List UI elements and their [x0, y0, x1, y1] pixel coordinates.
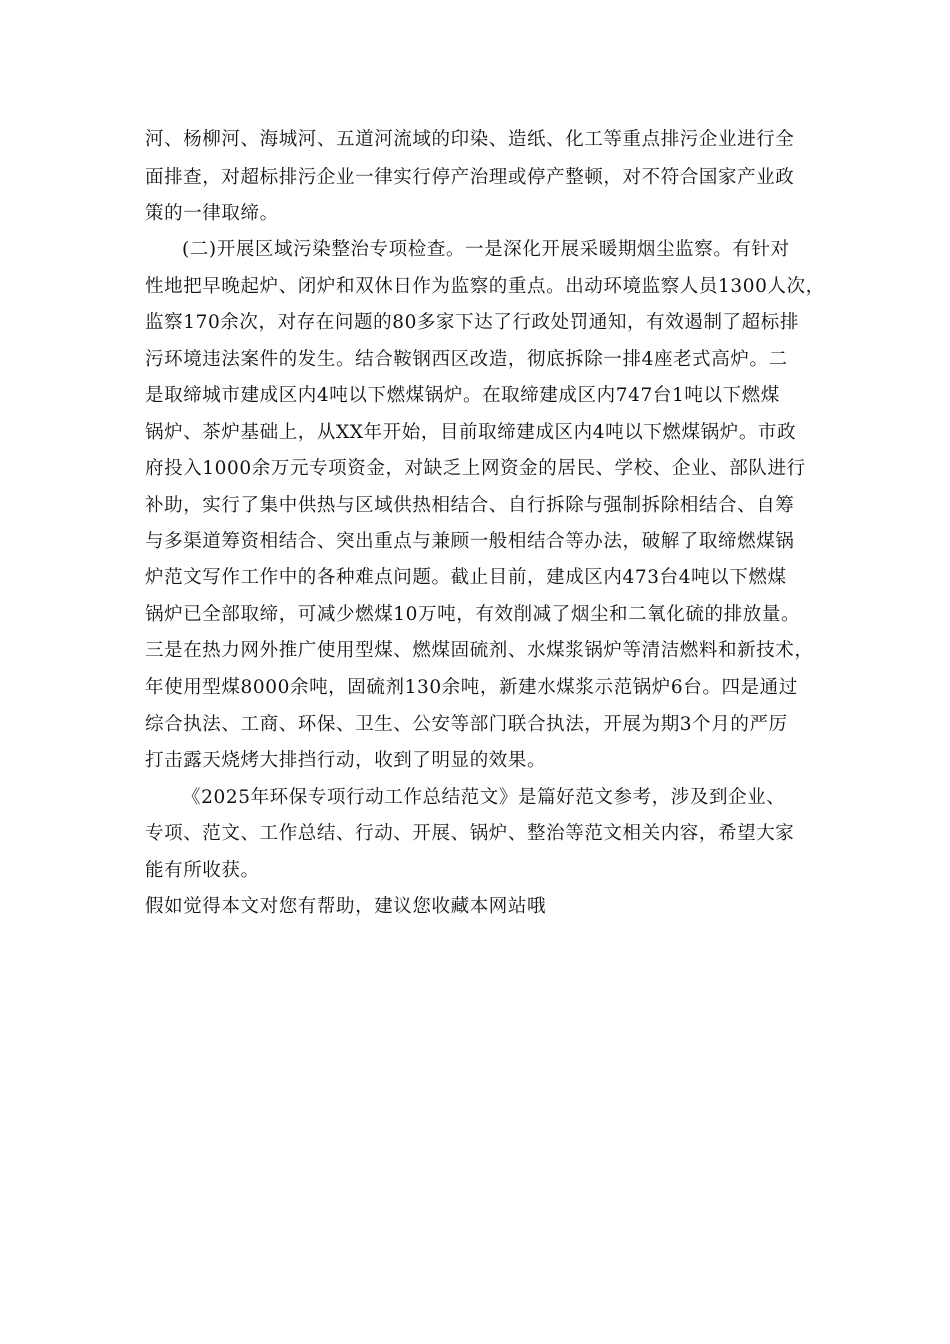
paragraph-line: 性地把早晚起炉、闭炉和双休日作为监察的重点。出动环境监察人员1300人次，: [145, 276, 825, 297]
paragraph-line: 是取缔城市建成区内4吨以下燃煤锅炉。在取缔建成区内747台1吨以下燃煤: [145, 385, 780, 406]
paragraph-line: (二)开展区域污染整治专项检查。一是深化开展采暖期烟尘监察。有针对: [182, 239, 790, 260]
paragraph-line: 三是在热力网外推广使用型煤、燃煤固硫剂、水煤浆锅炉等清洁燃料和新技术，: [145, 640, 814, 661]
paragraph-line: 河、杨柳河、海城河、五道河流域的印染、造纸、化工等重点排污企业进行全: [145, 129, 795, 150]
paragraph-line: 锅炉已全部取缔，可减少燃煤10万吨，有效削减了烟尘和二氧化硫的排放量。: [145, 604, 801, 625]
paragraph-line: 府投入1000余万元专项资金，对缺乏上网资金的居民、学校、企业、部队进行: [145, 458, 806, 479]
paragraph-line: 综合执法、工商、环保、卫生、公安等部门联合执法，开展为期3个月的严厉: [145, 714, 788, 735]
paragraph-line: 能有所收获。: [145, 860, 260, 881]
paragraph-line: 策的一律取缔。: [145, 203, 279, 224]
paragraph-line: 打击露天烧烤大排挡行动，收到了明显的效果。: [145, 750, 547, 771]
paragraph-line: 补助，实行了集中供热与区域供热相结合、自行拆除与强制拆除相结合、自筹: [145, 495, 795, 516]
paragraph-line: 《2025年环保专项行动工作总结范文》是篇好范文参考，涉及到企业、: [182, 787, 786, 808]
paragraph-line: 锅炉、茶炉基础上，从XX年开始，目前取缔建成区内4吨以下燃煤锅炉。市政: [145, 422, 797, 443]
paragraph-line: 与多渠道筹资相结合、突出重点与兼顾一般相结合等办法，破解了取缔燃煤锅: [145, 531, 795, 552]
paragraph-line: 面排查，对超标排污企业一律实行停产治理或停产整顿，对不符合国家产业政: [145, 167, 795, 188]
closing-note: 假如觉得本文对您有帮助，建议您收藏本网站哦: [145, 896, 547, 917]
paragraph-line: 监察170余次，对存在问题的80多家下达了行政处罚通知，有效遏制了超标排: [145, 312, 799, 333]
paragraph-line: 炉范文写作工作中的各种难点问题。截止目前，建成区内473台4吨以下燃煤: [145, 567, 787, 588]
paragraph-line: 污环境违法案件的发生。结合鞍钢西区改造，彻底拆除一排4座老式高炉。二: [145, 349, 788, 370]
paragraph-line: 专项、范文、工作总结、行动、开展、锅炉、整治等范文相关内容，希望大家: [145, 823, 795, 844]
paragraph-line: 年使用型煤8000余吨，固硫剂130余吨，新建水煤浆示范锅炉6台。四是通过: [145, 677, 798, 698]
